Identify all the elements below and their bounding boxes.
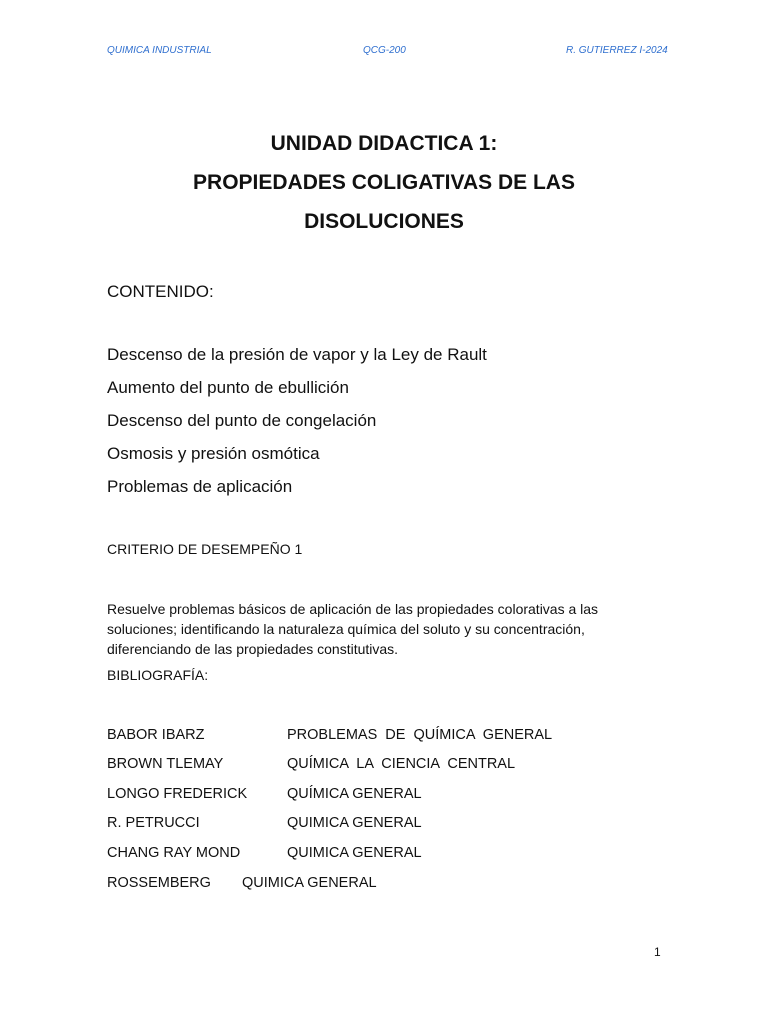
- bib-author: BABOR IBARZ: [107, 727, 205, 743]
- bib-title: PROBLEMAS DE QUÍMICA GENERAL: [287, 727, 553, 743]
- bib-author: ROSSEMBERG: [107, 875, 211, 891]
- contenido-heading: CONTENIDO:: [107, 282, 214, 301]
- topic-item: Problemas de aplicación: [107, 477, 293, 496]
- bib-title: QUÍMICA GENERAL: [287, 786, 422, 802]
- header-author: R. GUTIERREZ I-2024: [566, 45, 668, 56]
- bib-author: BROWN TLEMAY: [107, 756, 224, 772]
- page-number: 1: [654, 945, 661, 959]
- bib-author: LONGO FREDERICK: [107, 786, 248, 802]
- topic-item: Osmosis y presión osmótica: [107, 444, 320, 463]
- title-line-2: PROPIEDADES COLIGATIVAS DE LAS: [193, 171, 575, 194]
- title-line-1: UNIDAD DIDACTICA 1:: [270, 132, 498, 155]
- title-line-3: DISOLUCIONES: [304, 210, 464, 233]
- criterio-paragraph: Resuelve problemas básicos de aplicación de las propiedades colorativas a las soluciones; identificando la naturaleza química del soluto y su concentración, diferenciando de las propiedades constitutivas.: [107, 601, 599, 657]
- topic-item: Descenso del punto de congelación: [107, 411, 377, 430]
- topic-item: Aumento del punto de ebullición: [107, 378, 349, 397]
- topic-item: Descenso de la presión de vapor y la Ley de Rault: [107, 345, 487, 364]
- bib-title: QUIMICA GENERAL: [287, 845, 422, 861]
- bib-title: QUIMICA GENERAL: [287, 815, 422, 831]
- header-code: QCG-200: [363, 45, 406, 56]
- header-course: QUIMICA INDUSTRIAL: [107, 45, 212, 56]
- bibliografia-heading: BIBLIOGRAFÍA:: [107, 667, 209, 683]
- bib-title: QUIMICA GENERAL: [242, 875, 377, 891]
- bib-title: QUÍMICA LA CIENCIA CENTRAL: [287, 756, 516, 772]
- bib-author: CHANG RAY MOND: [107, 845, 241, 861]
- criterio-heading: CRITERIO DE DESEMPEÑO 1: [107, 541, 303, 557]
- bib-author: R. PETRUCCI: [107, 815, 200, 831]
